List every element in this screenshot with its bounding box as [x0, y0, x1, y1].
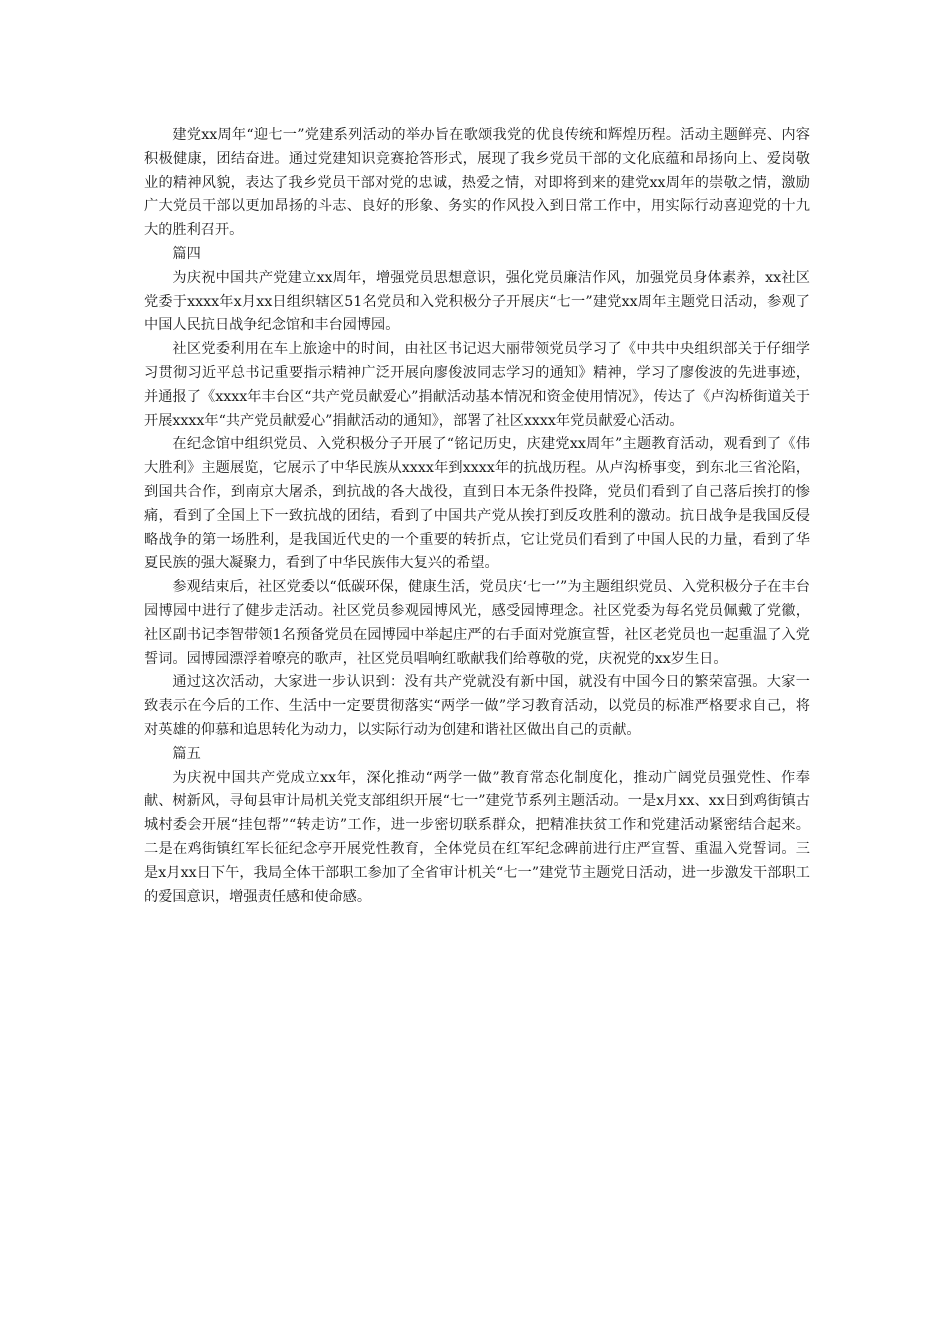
paragraph-intro: 建党xx周年“迎七一”党建系列活动的举办旨在歌颂我党的优良传统和辉煌历程。活动主题鲜亮、内容积极健康，团结奋进。通过党建知识竞赛抢答形式，展现了我乡党员干部的文化底蕴和昂扬向上、爱岗敬业的精神风貌，表达了我乡党员干部对党的忠诚，热爱之情，对即将到来的建党xx周年的崇敬之情，激励广大党员干部以更加昂扬的斗志、良好的形象、务实的作风投入到日常工作中，用实际行动喜迎党的十九大的胜利召开。 — [144, 127, 810, 239]
paragraph: 参观结束后，社区党委以“低碳环保，健康生活，党员庆‘七一’”为主题组织党员、入党积极分子在丰台园博园中进行了健步走活动。社区党员参观园博风光，感受园博理念。社区党委为每名党员佩戴了党徽，社区副书记李智带领1名预备党员在园博园中举起庄严的右手面对党旗宣誓，社区老党员也一起重温了入党誓词。园博园漂浮着嘹亮的歌声，社区党员唱响红歌献我们给尊敬的党，庆祝党的xx岁生日。 — [144, 579, 810, 667]
paragraph: 在纪念馆中组织党员、入党积极分子开展了“铭记历史，庆建党xx周年”主题教育活动，观看到了《伟大胜利》主题展览，它展示了中华民族从xxxx年到xxxx年的抗战历程。从卢沟桥事变，到东北三省沦陷，到国共合作，到南京大屠杀，到抗战的各大战役，直到日本无条件投降，党员们看到了自己落后挨打的惨痛，看到了全国上下一致抗战的团结，看到了中国共产党从挨打到反攻胜利的激动。抗日战争是我国反侵略战争的第一场胜利，是我国近代史的一个重要的转折点，它让党员们看到了中国人民的力量，看到了华夏民族的强大凝聚力，看到了中华民族伟大复兴的希望。 — [144, 436, 810, 572]
section-heading-5: 篇五 — [172, 745, 201, 762]
paragraph: 社区党委利用在车上旅途中的时间，由社区书记迟大丽带领党员学习了《中共中央组织部关于仔细学习贯彻习近平总书记重要指示精神广泛开展向廖俊波同志学习的通知》精神，学习了廖俊波的先进事迹，并通报了《xxxx年丰台区“共产党员献爱心”捐献活动基本情况和资金使用情况》，传达了《卢沟桥街道关于开展xxxx年“共产党员献爱心”捐献活动的通知》，部署了社区xxxx年党员献爱心活动。 — [144, 341, 810, 429]
paragraph: 为庆祝中国共产党成立xx年，深化推动“两学一做”教育常态化制度化，推动广阔党员强党性、作奉献、树新风，寻甸县审计局机关党支部组织开展“七一”建党节系列主题活动。一是x月xx、xx日到鸡街镇古城村委会开展“挂包帮”“转走访”工作，进一步密切联系群众，把精准扶贫工作和党建活动紧密结合起来。二是在鸡街镇红军长征纪念亭开展党性教育，全体党员在红军纪念碑前进行庄严宣誓、重温入党誓词。三是x月xx日下午，我局全体干部职工参加了全省审计机关“七一”建党节主题党日活动，进一步激发干部职工的爱国意识，增强责任感和使命感。 — [144, 769, 810, 905]
paragraph: 通过这次活动，大家进一步认识到：没有共产党就没有新中国，就没有中国今日的繁荣富强。大家一致表示在今后的工作、生活中一定要贯彻落实“两学一做”学习教育活动，以党员的标准严格要求自己，将对英雄的仰慕和追思转化为动力，以实际行动为创建和谐社区做出自己的贡献。 — [144, 674, 810, 738]
section-heading-4: 篇四 — [172, 245, 201, 262]
document-body — [144, 124, 810, 909]
paragraph: 为庆祝中国共产党建立xx周年，增强党员思想意识，强化党员廉洁作风，加强党员身体素养，xx社区党委于xxxx年x月xx日组织辖区51名党员和入党积极分子开展庆“七一”建党xx周年主题党日活动，参观了中国人民抗日战争纪念馆和丰台园博园。 — [144, 269, 810, 334]
